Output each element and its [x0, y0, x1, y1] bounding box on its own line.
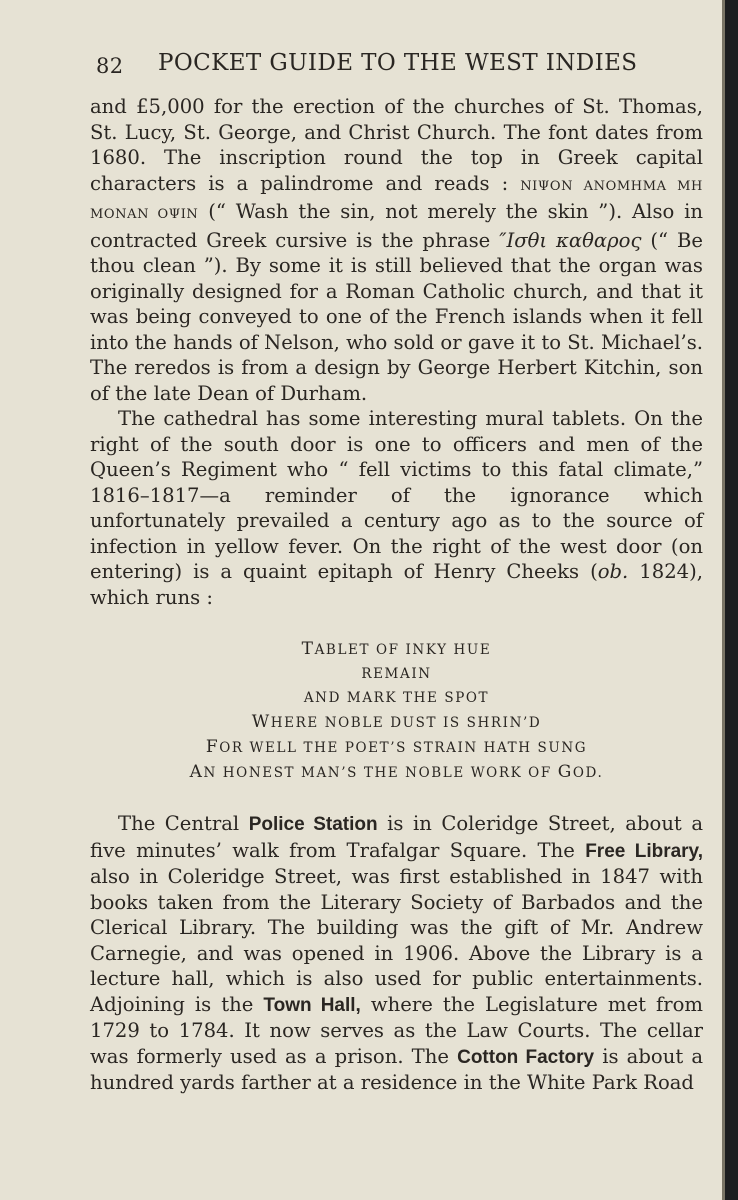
paragraph-mural-tablets	[90, 406, 703, 610]
running-title: POCKET GUIDE TO THE WEST INDIES	[158, 50, 638, 76]
page-number: 82	[96, 54, 124, 78]
epitaph-poem	[90, 637, 703, 785]
para3-text-5: is about a hundred yards farther at a residence in the White Park Road	[90, 1044, 704, 1094]
greek-inscription: NIΨON ANOMHMA MH MONAN OΨIN	[90, 178, 703, 222]
para3-text-4: where the Legislature met from 1729 to 1784. It now serves as the Law Courts. The cellar was formerly used as a prison. The	[90, 992, 703, 1068]
cotton-factory-heading: Cotton Factory	[457, 1046, 595, 1068]
poem-line-5: FOR WELL THE POET’S STRAIN HATH SUNG	[205, 737, 588, 757]
para1-text-1: and £5,000 for the erection of the churches of St. Thomas, St. Lucy, St. George, and Christ Church. The font dates from 1680. The inscription round the top in Greek capital characters is a palindrome and reads :	[90, 95, 703, 195]
running-header	[96, 50, 660, 82]
obiit-abbrev: ob.	[597, 560, 629, 583]
para3-text-2: is in Coleridge Street, about a five minutes’ walk from Trafalgar Square. The	[90, 812, 703, 862]
poem-line-1: TABLET OF INKY HUE	[301, 639, 492, 659]
police-station-heading: Police Station	[248, 814, 378, 835]
poem-line-6: AN HONEST MAN’S THE NOBLE WORK OF GOD.	[189, 762, 604, 782]
town-hall-heading: Town Hall,	[263, 994, 361, 1016]
para3-text-1: The Central	[118, 812, 249, 835]
poem-line-4: WHERE NOBLE DUST IS SHRIN’D	[251, 712, 542, 732]
page-edge	[722, 0, 725, 1200]
para3-text-3: also in Coleridge Street, was first established in 1847 with books taken from the Literary Society of Barbados and the Clerical Library. The building was the gift of Mr. Andrew Carnegie, and was opened in 1906. Above the Library is a lecture hall, which is also used for public entertainments. Adjoining is the	[90, 865, 703, 1016]
paragraph-font-inscription	[90, 94, 703, 406]
greek-phrase: ″Ισθι καθαρος	[499, 228, 642, 252]
free-library-heading: Free Library,	[585, 840, 703, 862]
para2-text-2: 1824), which runs :	[90, 560, 703, 609]
book-binding	[722, 0, 738, 1200]
paragraph-public-buildings	[90, 811, 703, 1096]
poem-line-3: AND MARK THE SPOT	[303, 690, 490, 706]
para1-text-2: (“ Wash the sin, not merely the skin ”). Also in contracted Greek cursive is the phrase	[90, 200, 704, 252]
para1-text-3: (“ Be thou clean ”). By some it is still believed that the organ was originally designed for a Roman Catholic church, and that it was being conveyed to one of the French islands when it fell into the hands of Nelson, who sold or gave it to St. Michael’s. The reredos is from a design by George Herbert Kitchin, son of the late Dean of Durham.	[90, 228, 703, 405]
poem-line-2: REMAIN	[361, 666, 432, 682]
para2-text-1: The cathedral has some interesting mural tablets. On the right of the south door is one to officers and men of the Queen’s Regiment who “ fell victims to this fatal climate,” 1816–1817—a reminder of the ignorance which unfortunately prevailed a century ago as to the source of infection in yellow fever. On the right of the west door (on entering) is a quaint epitaph of Henry Cheeks (	[90, 407, 703, 583]
body-text	[90, 94, 703, 1096]
